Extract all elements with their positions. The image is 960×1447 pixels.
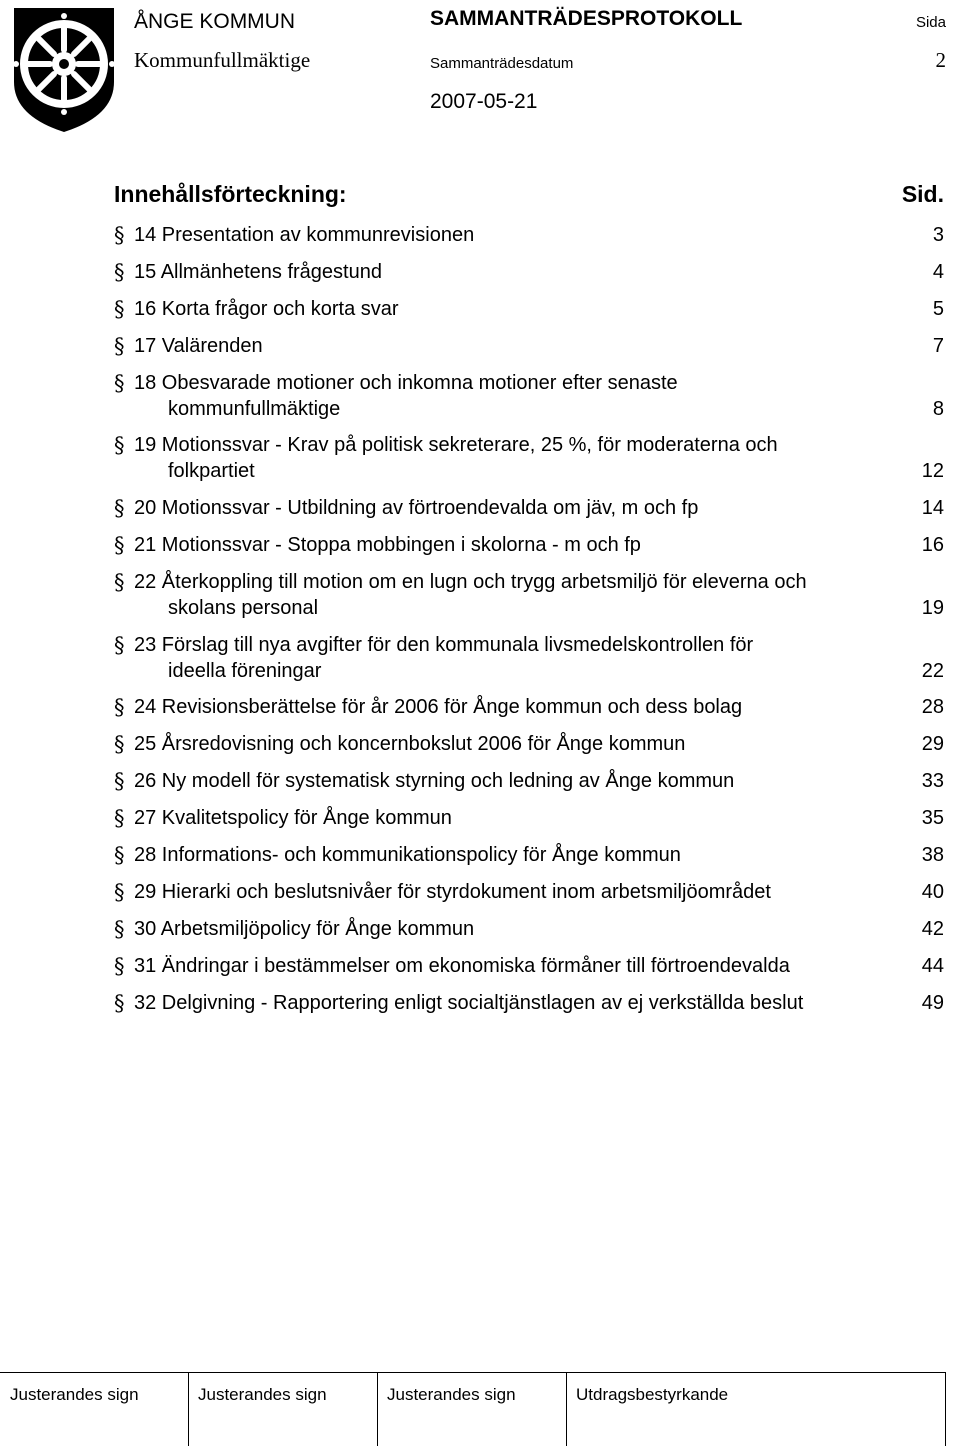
signature-cell — [0, 1372, 189, 1446]
toc-entry-page: 42 — [921, 918, 944, 940]
signature-cell — [188, 1372, 378, 1446]
toc-entry-title: 22 Återkoppling till motion om en lugn och trygg arbetsmiljö för eleverna och — [134, 571, 807, 593]
paragraph-symbol: § — [114, 806, 125, 830]
toc-entry-title: 23 Förslag till nya avgifter för den kommunala livsmedelskontrollen för — [134, 634, 754, 656]
toc-entry-title: 15 Allmänhetens frågestund — [134, 261, 382, 283]
toc-entry-page: 19 — [921, 597, 944, 619]
toc-entry-title: 31 Ändringar i bestämmelser om ekonomiska förmåner till förtroendevalda — [134, 955, 790, 977]
paragraph-symbol: § — [114, 917, 125, 941]
toc-entry-title: 28 Informations- och kommunikationspolicy för Ånge kommun — [134, 844, 681, 866]
toc-entry-page: 16 — [921, 534, 944, 556]
toc-entry-page: 22 — [921, 660, 944, 682]
toc-entry-page: 4 — [932, 261, 944, 283]
toc-entry-page: 8 — [932, 398, 944, 420]
document-title: SAMMANTRÄDESPROTOKOLL — [430, 7, 743, 30]
certification-cell — [566, 1372, 946, 1446]
toc-entry-page: 44 — [921, 955, 944, 977]
toc-entry-title: 20 Motionssvar - Utbildning av förtroendevalda om jäv, m och fp — [134, 497, 699, 519]
paragraph-symbol: § — [114, 843, 125, 867]
signature-footer — [0, 1372, 946, 1446]
toc-entry-page: 3 — [932, 224, 944, 246]
toc-entry-title: 29 Hierarki och beslutsnivåer för styrdokument inom arbetsmiljöområdet — [134, 881, 771, 903]
paragraph-symbol: § — [114, 260, 125, 284]
toc-entry-title: 26 Ny modell för systematisk styrning och ledning av Ånge kommun — [134, 770, 735, 792]
signature-label: Justerandes sign — [198, 1385, 327, 1404]
toc-entry-title: 16 Korta frågor och korta svar — [134, 298, 399, 320]
paragraph-symbol: § — [114, 533, 125, 557]
toc-entry-title-continued: kommunfullmäktige — [168, 398, 341, 420]
paragraph-symbol: § — [114, 570, 125, 594]
toc-entry-page: 28 — [921, 696, 944, 718]
paragraph-symbol: § — [114, 695, 125, 719]
toc-entry-title: 19 Motionssvar - Krav på politisk sekreterare, 25 %, för moderaterna och — [134, 434, 778, 456]
paragraph-symbol: § — [114, 371, 125, 395]
toc-entry-title: 32 Delgivning - Rapportering enligt socialtjänstlagen av ej verkställda beslut — [134, 992, 804, 1014]
signature-label: Justerandes sign — [387, 1385, 516, 1404]
paragraph-symbol: § — [114, 297, 125, 321]
meeting-date: 2007-05-21 — [430, 90, 538, 113]
toc-entry-page: 14 — [921, 497, 944, 519]
page-label: Sida — [915, 14, 946, 31]
toc-entry-page: 38 — [921, 844, 944, 866]
toc-entry-page: 5 — [932, 298, 944, 320]
toc-entry-page: 49 — [921, 992, 944, 1014]
paragraph-symbol: § — [114, 732, 125, 756]
toc-title: Innehållsförteckning: — [114, 181, 347, 207]
toc-entry-page: 40 — [921, 881, 944, 903]
toc-entry-page: 35 — [921, 807, 944, 829]
toc-entry-title: 25 Årsredovisning och koncernbokslut 2006 för Ånge kommun — [134, 733, 686, 755]
toc-entry-title: 27 Kvalitetspolicy för Ånge kommun — [134, 807, 452, 829]
toc-entry-title: 18 Obesvarade motioner och inkomna motioner efter senaste — [134, 372, 678, 394]
meeting-date-label: Sammanträdesdatum — [430, 55, 574, 72]
paragraph-symbol: § — [114, 769, 125, 793]
paragraph-symbol: § — [114, 433, 125, 457]
toc-entry-page: 7 — [932, 335, 944, 357]
toc-entry-title: 24 Revisionsberättelse för år 2006 för Ånge kommun och dess bolag — [134, 696, 743, 718]
toc-entry-title-continued: ideella föreningar — [168, 660, 322, 682]
toc-entry-page: 33 — [921, 770, 944, 792]
paragraph-symbol: § — [114, 223, 125, 247]
toc-entry-title: 17 Valärenden — [134, 335, 263, 357]
certification-label: Utdragsbestyrkande — [576, 1385, 729, 1404]
committee-name: Kommunfullmäktige — [134, 48, 311, 72]
signature-cell — [377, 1372, 567, 1446]
toc-entry-title-continued: folkpartiet — [168, 460, 255, 482]
toc-entry-title: 21 Motionssvar - Stoppa mobbingen i skolorna - m och fp — [134, 534, 641, 556]
municipal-coat-of-arms-logo — [8, 4, 120, 134]
paragraph-symbol: § — [114, 633, 125, 657]
organization-name: ÅNGE KOMMUN — [134, 10, 296, 33]
toc-entry-title: 30 Arbetsmiljöpolicy för Ånge kommun — [134, 918, 475, 940]
signature-label: Justerandes sign — [10, 1385, 139, 1404]
toc-entry-page: 29 — [921, 733, 944, 755]
toc-page-column-header: Sid. — [901, 181, 944, 207]
paragraph-symbol: § — [114, 880, 125, 904]
paragraph-symbol: § — [114, 496, 125, 520]
toc-entry-title: 14 Presentation av kommunrevisionen — [134, 224, 475, 246]
toc-entry-title-continued: skolans personal — [168, 597, 319, 619]
paragraph-symbol: § — [114, 334, 125, 358]
toc-entry-page: 12 — [921, 460, 944, 482]
page-number: 2 — [935, 48, 946, 72]
paragraph-symbol: § — [114, 954, 125, 978]
paragraph-symbol: § — [114, 991, 125, 1015]
